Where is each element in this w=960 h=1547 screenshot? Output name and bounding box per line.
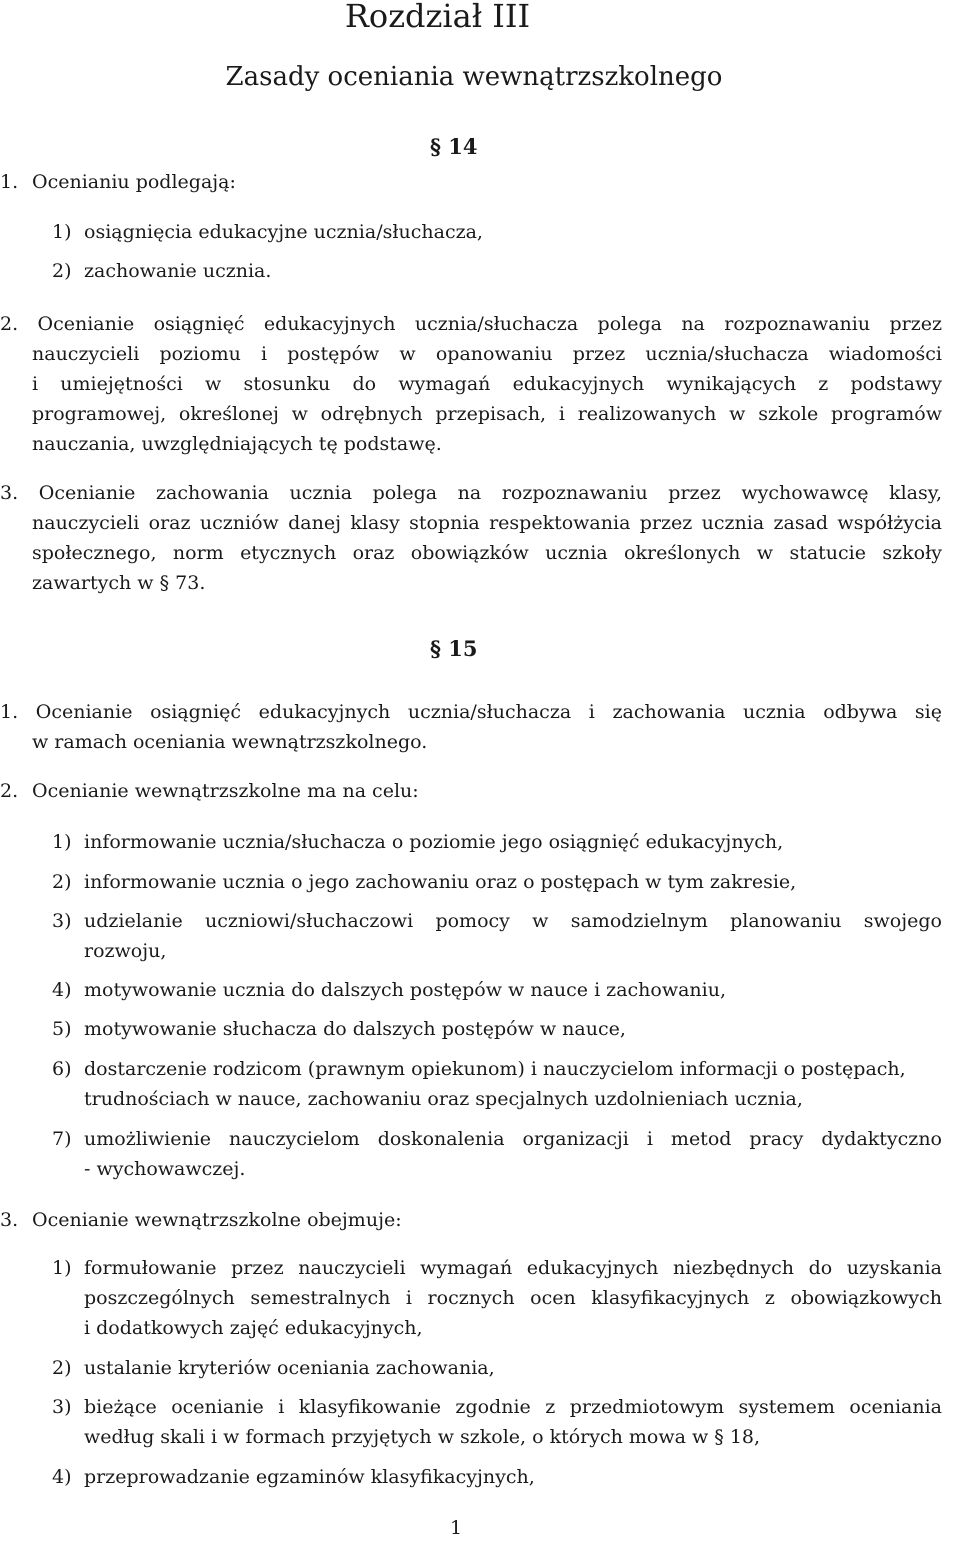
point-number: 3. [0,482,19,504]
section-heading-14: § 14 [430,134,478,159]
item-text: informowanie ucznia/słuchacza o poziomie jego osiągnięć edukacyjnych, [84,831,784,853]
item-number: 2) [52,871,72,893]
item-text-continued: według skali i w formach przyjętych w szkole, o których mowa w § 18, [84,1426,761,1448]
item-number: 7) [52,1128,72,1150]
point-number: 1. [0,701,19,723]
item-number: 5) [52,1018,72,1040]
item-number: 4) [52,1466,72,1488]
point-number: 2. [0,780,19,802]
item-text: motywowanie ucznia do dalszych postępów w nauce i zachowaniu, [84,979,727,1001]
paragraph-line: i umiejętności w stosunku do wymagań edukacyjnych wynikających z podstawy [32,373,942,395]
item-number: 2) [52,260,72,282]
section-heading-15: § 15 [430,636,478,661]
chapter-title: Rozdział III [344,0,531,35]
paragraph-line: zawartych w § 73. [32,572,206,594]
item-text: umożliwienie nauczycielom doskonalenia organizacji i metod pracy dydaktyczno [84,1128,942,1150]
s15-point-1-line-1 [0,701,942,723]
point-text: Ocenianie wewnątrzszkolne ma na celu: [32,780,419,802]
item-number: 3) [52,1396,72,1418]
page-number: 1 [449,1517,463,1539]
item-text: formułowanie przez nauczycieli wymagań edukacyjnych niezbędnych do uzyskania [84,1257,942,1279]
item-text-continued: - wychowawczej. [84,1158,246,1180]
point-text: Ocenianie wewnątrzszkolne obejmuje: [32,1209,402,1231]
paragraph-line: Ocenianie zachowania ucznia polega na rozpoznawaniu przez wychowawcę klasy, [38,482,942,504]
item-text-continued: rozwoju, [84,940,167,962]
paragraph-line: nauczycieli oraz uczniów danej klasy stopnia respektowania przez ucznia zasad współżycia [32,512,942,534]
item-text: bieżące ocenianie i klasyfikowanie zgodnie z przedmiotowym systemem oceniania [84,1396,942,1418]
paragraph-line: programowej, określonej w odrębnych przepisach, i realizowanych w szkole programów [32,403,942,425]
item-number: 1) [52,221,72,243]
point-number: 1. [0,171,19,193]
item-text: udzielanie uczniowi/słuchaczowi pomocy w samodzielnym planowaniu swojego [84,910,942,932]
paragraph-line: Ocenianie osiągnięć edukacyjnych ucznia/słuchacza polega na rozpoznawaniu przez [37,313,943,335]
point-text: Ocenianiu podlegają: [32,171,236,193]
item-text-continued: poszczególnych semestralnych i rocznych ocen klasyfikacyjnych z obowiązkowych [84,1287,942,1309]
paragraph-line: nauczycieli poziomu i postępów w opanowaniu przez ucznia/słuchacza wiadomości [32,343,942,365]
s14-point-3-line-1 [0,482,942,504]
paragraph-line: Ocenianie osiągnięć edukacyjnych ucznia/słuchacza i zachowania ucznia odbywa się [35,701,942,723]
item-text: osiągnięcia edukacyjne ucznia/słuchacza, [84,221,483,243]
item-text: informowanie ucznia o jego zachowaniu oraz o postępach w tym zakresie, [84,871,797,893]
item-text-continued: trudnościach w nauce, zachowaniu oraz specjalnych uzdolnieniach ucznia, [84,1088,803,1110]
item-text: ustalanie kryteriów oceniania zachowania, [84,1357,495,1379]
item-text: dostarczenie rodzicom (prawnym opiekunom) i nauczycielom informacji o postępach, [84,1058,906,1080]
item-text: przeprowadzanie egzaminów klasyfikacyjnych, [84,1466,535,1488]
item-text: zachowanie ucznia. [84,260,272,282]
item-number: 2) [52,1357,72,1379]
point-number: 2. [0,313,19,335]
paragraph-line: społecznego, norm etycznych oraz obowiązków ucznia określonych w statucie szkoły [32,542,942,564]
item-number: 1) [52,1257,72,1279]
item-text: motywowanie słuchacza do dalszych postępów w nauce, [84,1018,626,1040]
item-number: 3) [52,910,72,932]
item-number: 1) [52,831,72,853]
item-number: 4) [52,979,72,1001]
chapter-subtitle: Zasady oceniania wewnątrzszkolnego [225,62,723,92]
point-number: 3. [0,1209,19,1231]
paragraph-line: w ramach oceniania wewnątrzszkolnego. [32,731,428,753]
paragraph-line: nauczania, uwzględniających tę podstawę. [32,433,442,455]
s14-point-2-line-1 [0,313,942,335]
item-text-continued: i dodatkowych zajęć edukacyjnych, [84,1317,423,1339]
item-number: 6) [52,1058,72,1080]
